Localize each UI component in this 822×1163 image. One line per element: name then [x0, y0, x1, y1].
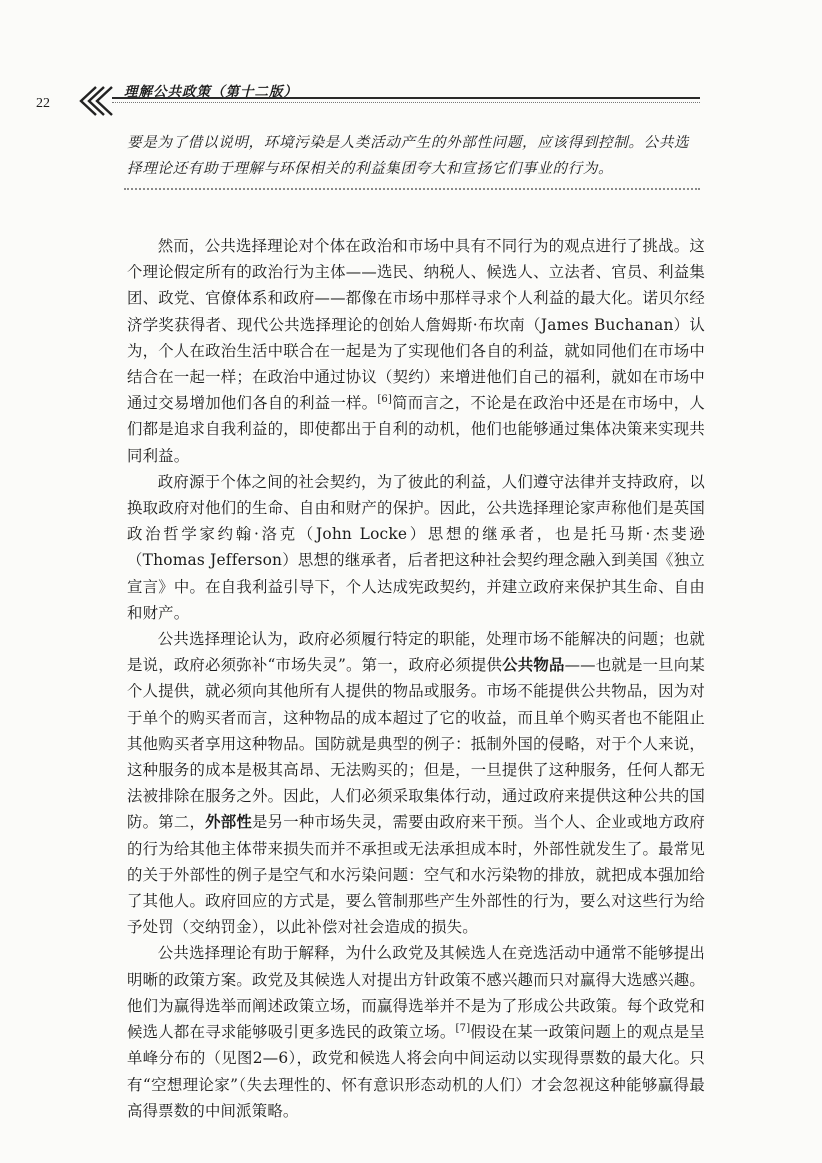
chevron-ornament-icon [76, 84, 116, 118]
page-number: 22 [36, 96, 50, 111]
header-rule-dotted [112, 102, 700, 103]
running-title: 理解公共政策（第十二版） [124, 84, 298, 100]
header-rule [112, 97, 700, 99]
paragraph [127, 233, 705, 469]
box-continuation-text: 要是为了借以说明，环境污染是人类活动产生的外部性问题，应该得到控制。公共选择理论还有助于理解与环保相关的利益集团夸大和宣扬它们事业的行为。 [127, 134, 690, 177]
paragraph-text: ——也就是一旦向某个人提供，就必须向其他所有人提供的物品或服务。市场不能提供公共物品，因为对于单个的购买者而言，这种物品的成本超过了它的收益，而且单个购买者也不能阻止其他购买者享用这种物品。国防就是典型的例子：抵制外国的侵略，对于个人来说，这种服务的成本是极其高昂、无法购买的；但是，一旦提供了这种服务，任何人都无法被排除在服务之外。因此，人们必须采取集体行动，通过政府来提供这种公共的国防。第二， [127, 656, 705, 832]
body-text [127, 233, 705, 1124]
paragraph-text: 是另一种市场失灵，需要由政府来干预。当个人、企业或地方政府的行为给其他主体带来损失而并不承担或无法承担成本时，外部性就发生了。最常见的关于外部性的例子是空气和水污染问题：空气和水污染物的排放，就把成本强加给了其他人。政府回应的方式是，要么管制那些产生外部性的行为，要么对这些行为给予处罚（交纳罚金），以此补偿对社会造成的损失。 [127, 813, 705, 937]
paragraph [127, 469, 705, 626]
paragraph-text: 简而言之，不论是在政治中还是在市场中，人们都是追求自我利益的，即使都出于自利的动机，他们也能够通过集体决策来实现共同利益。 [127, 394, 705, 465]
paragraph-text: 假设在某一政策问题上的观点是呈单峰分布的（见图2—6），政党和候选人将会向中间运动以实现得票数的最大化。只有“空想理论家”（失去理性的、怀有意识形态动机的人们）才会忽视这种能够赢得最高得票数的中间派策略。 [127, 1023, 705, 1120]
paragraph-text: 政府源于个体之间的社会契约，为了彼此的利益，人们遵守法律并支持政府，以换取政府对他们的生命、自由和财产的保护。因此，公共选择理论家声称他们是英国政治哲学家约翰·洛克（John Locke）思想的继承者，也是托马斯·杰斐逊（Thomas Jefferson）思想的继承者，后者把这种社会契约理念融入到美国《独立宣言》中。在自我利益引导下，个人达成宪政契约，并建立政府来保护其生命、自由和财产。 [127, 472, 705, 622]
paragraph-text: 然而，公共选择理论对个体在政治和市场中具有不同行为的观点进行了挑战。这个理论假定所有的政治行为主体——选民、纳税人、候选人、立法者、官员、利益集团、政党、官僚体系和政府——都像在市场中那样寻求个人利益的最大化。诺贝尔经济学奖获得者、现代公共选择理论的创始人詹姆斯·布坎南（James Buchanan）认为，个人在政治生活中联合在一起是为了实现他们各自的利益，就如同他们在市场中结合在一起一样；在政治中通过协议（契约）来增进他们自己的福利，就如在市场中通过交易增加他们各自的利益一样。 [127, 237, 705, 413]
paragraph [127, 940, 705, 1123]
footnote-ref: [6] [377, 394, 393, 406]
paragraph-text: 公共选择理论有助于解释，为什么政党及其候选人在竞选活动中通常不能够提出明晰的政策方案。政党及其候选人对提出方针政策不感兴趣而只对赢得大选感兴趣。他们为赢得选举而阐述政策立场，而赢得选举并不是为了形成公共政策。每个政党和候选人都在寻求能够吸引更多选民的政策立场。 [127, 944, 705, 1042]
key-term: 外部性 [205, 813, 252, 832]
footnote-ref: [7] [455, 1022, 471, 1034]
paragraph-text: 公共选择理论认为，政府必须履行特定的职能，处理市场不能解决的问题；也就是说，政府必须弥补“市场失灵”。第一，政府必须提供 [127, 630, 705, 675]
box-bottom-rule [124, 188, 700, 190]
key-term: 公共物品 [502, 656, 565, 675]
paragraph [127, 626, 705, 940]
